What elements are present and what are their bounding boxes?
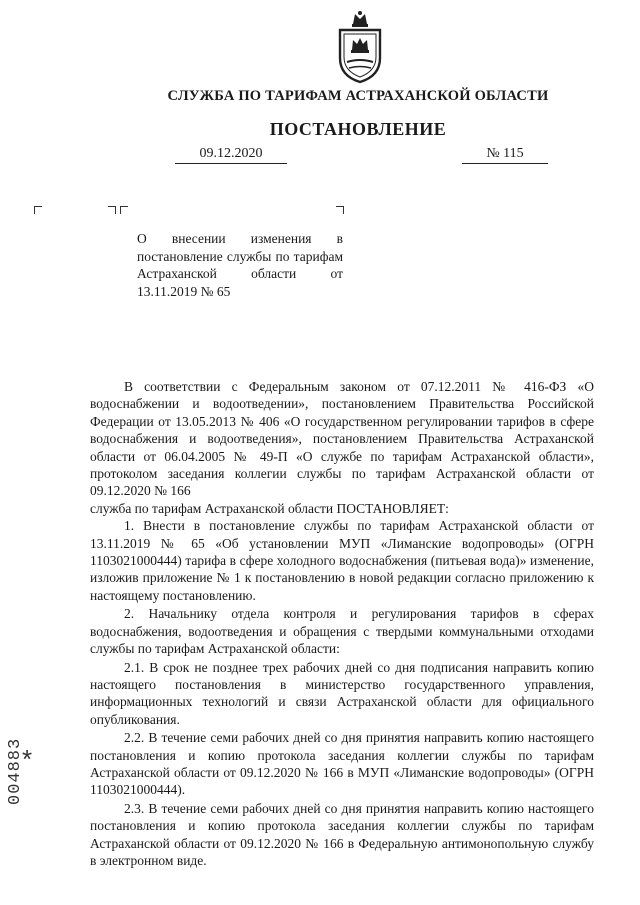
document-type-title: ПОСТАНОВЛЕНИЕ [269, 119, 447, 139]
document-number: № 115 [462, 146, 548, 164]
item-2-1: 2.1. В срок не позднее трех рабочих дней со дня подписания направить копию настоящего постановления в министерство государственного управления, информационных технологий и связи Астраханской области для официального опубликования. [90, 659, 594, 727]
corner-mark [336, 206, 344, 214]
item-2-2: 2.2. В течение семи рабочих дней со дня принятия направить копию настоящего постановления и копию протокола заседания коллегии службы по тарифам Астраханской области от 09.12.2020 № 166 в МУП «Лиманские водопроводы» (ОГРН 1103021000444). [90, 730, 594, 798]
item-2-3: 2.3. В течение семи рабочих дней со дня принятия направить копию настоящего постановления и копию протокола заседания коллегии службы по тарифам Астраханской области от 09.12.2020 № 166 в Федеральную антимонопольную службу в электронном виде. [90, 800, 594, 868]
item-2: 2. Начальнику отдела контроля и регулирования тарифов в сферах водоснабжения, водоотведения и обращения с твердыми коммунальными отходами службы по тарифам Астраханской области: [90, 606, 594, 657]
corner-mark [34, 206, 42, 214]
margin-star: * [22, 744, 33, 774]
coat-of-arms-icon [333, 10, 387, 84]
corner-mark [108, 206, 116, 214]
item-1: 1. Внести в постановление службы по тарифам Астраханской области от 13.11.2019 № 65 «Об установлении МУП «Лиманские водопроводы» (ОГРН 1103021000444) тарифа в сфере холодного водоснабжения (питьевая вода)» изменение, изложив приложение № 1 к постановлению в новой редакции согласно приложению к настоящему постановлению. [90, 518, 594, 603]
document-date: 09.12.2020 [175, 146, 287, 164]
preamble-paragraph: В соответствии с Федеральным законом от 07.12.2011 № 416-ФЗ «О водоснабжении и водоотведении», постановлением Правительства Российской Федерации от 13.05.2013 № 406 «О государственном регулировании тарифов в сфере водоснабжения и водоотведения», постановлением Правительства Астраханской области от 06.04.2005 № 49-П «О службе по тарифам Астраханской области», протоколом заседания коллегии службы по тарифам Астраханской области от 09.12.2020 № 166 [90, 379, 594, 499]
margin-serial-number: 004883 [6, 737, 25, 805]
organization-title: СЛУЖБА ПО ТАРИФАМ АСТРАХАНСКОЙ ОБЛАСТИ [167, 88, 549, 104]
document-subject: О внесении изменения в постановление службы по тарифам Астраханской области от 13.11.2019 № 65 [137, 231, 343, 299]
document-body [90, 378, 594, 869]
resolves-line: служба по тарифам Астраханской области ПОСТАНОВЛЯЕТ: [90, 500, 449, 516]
corner-mark [120, 206, 128, 214]
